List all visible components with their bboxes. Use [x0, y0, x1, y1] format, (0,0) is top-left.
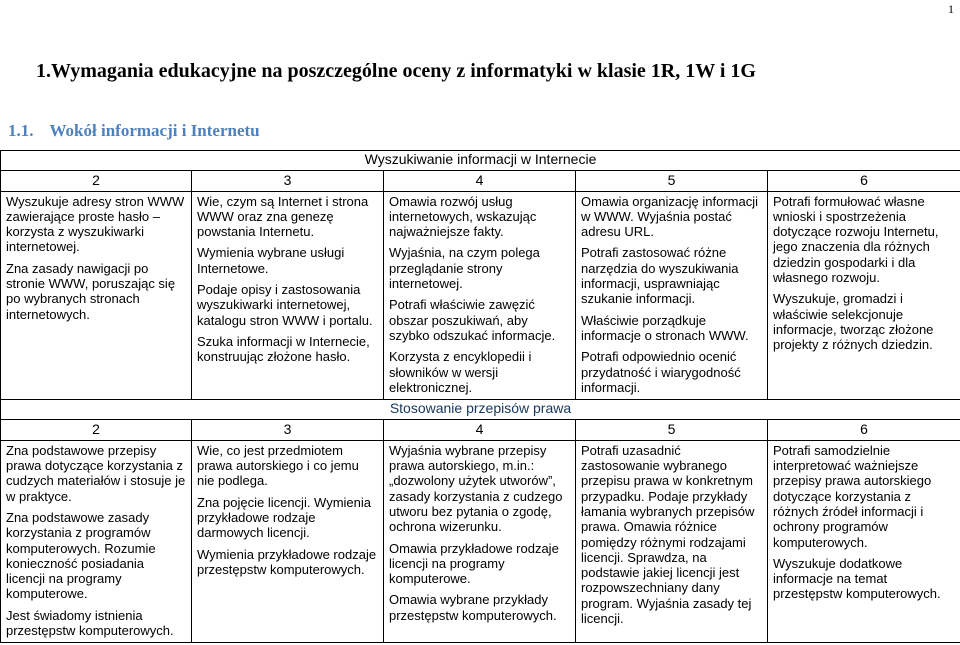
requirement-text: Wyszukuje adresy stron WWW zawierające proste hasło – korzysta z wyszukiwarki internetowej.: [6, 193, 185, 255]
grade-label: 4: [384, 171, 576, 191]
requirement-text: Potrafi odpowiednio ocenić przydatność i wiarygodność informacji.: [581, 349, 741, 395]
grade-label: 3: [192, 171, 384, 191]
section-header-row: [1, 400, 960, 420]
requirements-cell: [1, 440, 192, 643]
grade-label: 4: [384, 420, 576, 440]
grade-label: 6: [768, 171, 960, 191]
requirements-cell: [192, 191, 384, 400]
requirements-cell: [384, 440, 576, 643]
requirement-text: Wymienia przykładowe rodzaje przestępstw komputerowych.: [197, 546, 377, 577]
sub-heading: [8, 121, 260, 141]
grade-label: 2: [1, 420, 192, 440]
requirement-text: Omawia rozwój usług internetowych, wskazując najważniejsze fakty.: [389, 193, 537, 240]
requirement-text: Potrafi uzasadnić zastosowanie wybranego przepisu prawa w konkretnym przypadku. Podaje przykłady łamania wybranych przepisów prawa. Omawia różnice pomiędzy różnymi rodzajami licencji. Sprawdza, na podstawie jakiej licencji jest rozpowszechniany dany program. Wyjaśnia zasady tej licencji.: [581, 442, 755, 627]
sub-heading-title: Wokół informacji i Internetu: [49, 121, 260, 140]
requirement-text: Potrafi właściwie zawęzić obszar poszukiwań, aby szybko odszukać informacje.: [389, 297, 556, 343]
requirement-text: Jest świadomy istnienia przestępstw komputerowych.: [6, 607, 174, 639]
requirement-text: Wie, czym są Internet i strona WWW oraz zna genezę powstania Internetu.: [197, 193, 369, 240]
requirements-cell: [192, 440, 384, 643]
requirement-text: Omawia wybrane przykłady przestępstw komputerowych.: [389, 592, 557, 623]
requirement-text: Potrafi zastosować różne narzędzia do wyszukiwania informacji, usprawniając szukanie informacji.: [581, 245, 739, 307]
requirement-text: Wie, co jest przedmiotem prawa autorskiego i co jemu nie podlega.: [197, 442, 359, 489]
section-header-row: [1, 151, 960, 171]
requirement-text: Potrafi samodzielnie interpretować ważniejsze przepisy prawa autorskiego dotyczące korzystania z różnych źródeł informacji i ochrony programów komputerowych.: [773, 442, 932, 550]
requirements-cell: [576, 191, 768, 400]
grade-label: 5: [576, 171, 768, 191]
requirements-cell: [384, 191, 576, 400]
requirement-text: Potrafi formułować własne wnioski i spostrzeżenia dotyczące rozwoju Internetu, jego znaczenia dla różnych dziedzin gospodarki i dla własnego rozwoju.: [773, 193, 939, 286]
grade-label: 6: [768, 420, 960, 440]
requirements-cell: [1, 191, 192, 400]
requirements-cell: [768, 440, 960, 643]
requirements-row: [1, 191, 960, 400]
sub-heading-number: 1.1.: [8, 121, 34, 140]
requirement-text: Wyjaśnia wybrane przepisy prawa autorskiego, m.in.: „dozwolony użytek utworów”, zasady korzystania z cudzego utworu bez pytania o zgodę, ochrona wizerunku.: [389, 442, 563, 535]
main-heading: 1.Wymagania edukacyjne na poszczególne oceny z informatyki w klasie 1R, 1W i 1G: [36, 60, 756, 82]
requirement-text: Właściwie porządkuje informacje o stronach WWW.: [581, 312, 749, 343]
requirements-cell: [768, 191, 960, 400]
page-number: 1: [948, 2, 954, 16]
requirement-text: Wymienia wybrane usługi Internetowe.: [197, 245, 345, 276]
requirement-text: Zna podstawowe zasady korzystania z programów komputerowych. Rozumie konieczność posiadania licencji na programy komputerowe.: [6, 509, 156, 602]
requirement-text: Zna zasady nawigacji po stronie WWW, poruszając się po wybranych stronach internetowych.: [6, 260, 176, 322]
requirement-text: Korzysta z encyklopedii i słowników w wersji elektronicznej.: [389, 349, 532, 395]
requirements-row: [1, 440, 960, 643]
requirement-text: Podaje opisy i zastosowania wyszukiwarki internetowej, katalogu stron WWW i portalu.: [197, 282, 373, 328]
requirement-text: Zna podstawowe przepisy prawa dotyczące korzystania z cudzych materiałów i stosuje je w praktyce.: [6, 442, 186, 504]
section-title: Wyszukiwanie informacji w Internecie: [1, 151, 960, 171]
requirement-text: Omawia przykładowe rodzaje licencji na programy komputerowe.: [389, 540, 559, 587]
requirement-text: Szuka informacji w Internecie, konstruując złożone hasło.: [197, 333, 370, 365]
grade-label: 3: [192, 420, 384, 440]
grade-label: 2: [1, 171, 192, 191]
grade-header-row: [1, 171, 960, 191]
requirement-text: Zna pojęcie licencji. Wymienia przykładowe rodzaje darmowych licencji.: [197, 494, 372, 541]
section-title: Stosowanie przepisów prawa: [1, 400, 960, 420]
requirements-cell: [576, 440, 768, 643]
requirement-text: Wyjaśnia, na czym polega przeglądanie strony internetowej.: [389, 245, 540, 292]
requirement-text: Wyszukuje dodatkowe informacje na temat przestępstw komputerowych.: [773, 555, 941, 602]
grade-label: 5: [576, 420, 768, 440]
requirement-text: Wyszukuje, gromadzi i właściwie selekcjonuje informacje, tworząc złożone projekty z różnych dziedzin.: [773, 291, 934, 353]
requirement-text: Omawia organizację informacji w WWW. Wyjaśnia postać adresu URL.: [581, 193, 759, 240]
grade-header-row: [1, 420, 960, 440]
requirements-table: [0, 150, 960, 643]
